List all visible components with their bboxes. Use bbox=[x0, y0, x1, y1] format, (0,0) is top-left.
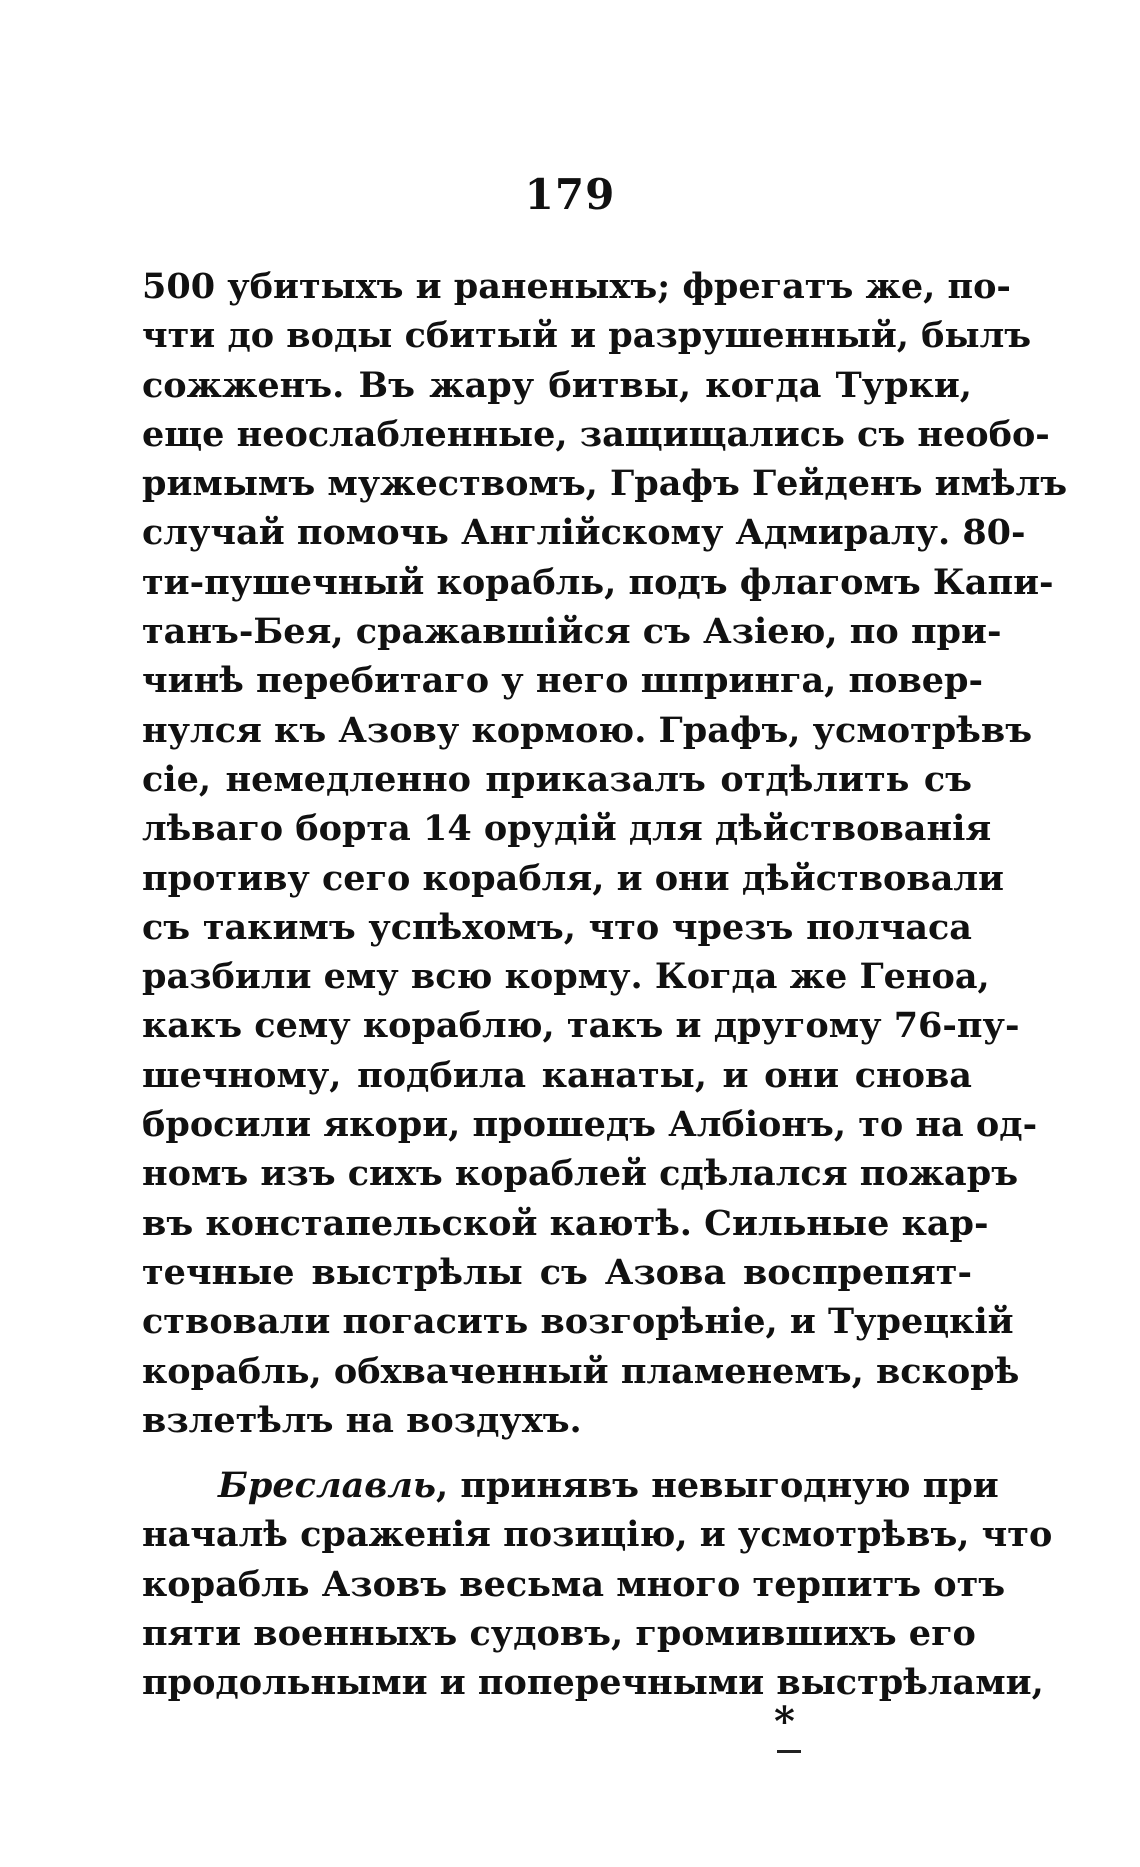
text-line: чти до воды сбитый и разрушенный, былъ bbox=[142, 315, 1032, 357]
signature-mark: * bbox=[774, 1698, 795, 1745]
text-line: какъ сему кораблю, такъ и другому 76-пу- bbox=[142, 1005, 1020, 1047]
text-line: продольными и поперечными выстрѣлами, bbox=[142, 1662, 1044, 1704]
text-line: взлетѣлъ на воздухъ. bbox=[142, 1399, 582, 1441]
text-line: чинѣ перебитаго у него шпринга, повер- bbox=[142, 660, 984, 702]
text-line: сіе, немедленно приказалъ отдѣлить съ bbox=[142, 758, 972, 800]
text-line: разбили ему всю корму. Когда же Геноа, bbox=[142, 956, 990, 998]
text-fragment: , принявъ невыгодную при bbox=[435, 1465, 999, 1507]
text-line: танъ-Бея, сражавшійся съ Азіею, по при- bbox=[142, 611, 1002, 653]
text-line: случай помочь Англійскому Адмиралу. 80- bbox=[142, 512, 1026, 554]
text-line: бросили якори, прошедъ Албіонъ, то на од- bbox=[142, 1104, 1038, 1146]
text-line: въ констапельской каютѣ. Сильные кар- bbox=[142, 1202, 989, 1244]
text-line: противу сего корабля, и они дѣйствовали bbox=[142, 857, 1005, 899]
text-line: номъ изъ сихъ кораблей сдѣлался пожаръ bbox=[142, 1153, 1019, 1195]
text-line: нулся къ Азову кормою. Графъ, усмотрѣвъ bbox=[142, 709, 1033, 751]
text-line: пяти военныхъ судовъ, громившихъ его bbox=[142, 1613, 976, 1655]
text-line: корабль Азовъ весьма много терпитъ отъ bbox=[142, 1563, 1006, 1605]
text-line: съ такимъ успѣхомъ, что чрезъ полчаса bbox=[142, 906, 972, 948]
ship-name-italic: Бреславль bbox=[218, 1465, 436, 1507]
text-line: еще неослабленные, защищались съ необо- bbox=[142, 413, 1050, 455]
text-line: ти-пушечный корабль, подъ флагомъ Капи- bbox=[142, 561, 1054, 603]
text-line: лѣваго борта 14 орудій для дѣйствованія bbox=[142, 808, 992, 850]
text-line: 500 убитыхъ и раненыхъ; фрегатъ же, по- bbox=[142, 266, 1011, 307]
text-line: римымъ мужествомъ, Графъ Гейденъ имѣлъ bbox=[142, 463, 1068, 505]
text-line: началѣ сраженія позицію, и усмотрѣвъ, что bbox=[142, 1514, 1053, 1556]
signature-dash bbox=[777, 1750, 801, 1753]
text-line: течные выстрѣлы съ Азова воспрепят- bbox=[142, 1251, 972, 1293]
body-text bbox=[142, 262, 1068, 1708]
paragraph-gap bbox=[142, 1445, 972, 1461]
text-line: ствовали погасить возгорѣніе, и Турецкій bbox=[142, 1301, 1014, 1343]
text-line: шечному, подбила канаты, и они снова bbox=[142, 1054, 972, 1096]
text-line: корабль, обхваченный пламенемъ, вскорѣ bbox=[142, 1350, 1020, 1392]
page-number: 179 bbox=[524, 170, 616, 219]
text-line bbox=[142, 1461, 999, 1510]
text-line: сожженъ. Въ жару битвы, когда Турки, bbox=[142, 364, 972, 406]
